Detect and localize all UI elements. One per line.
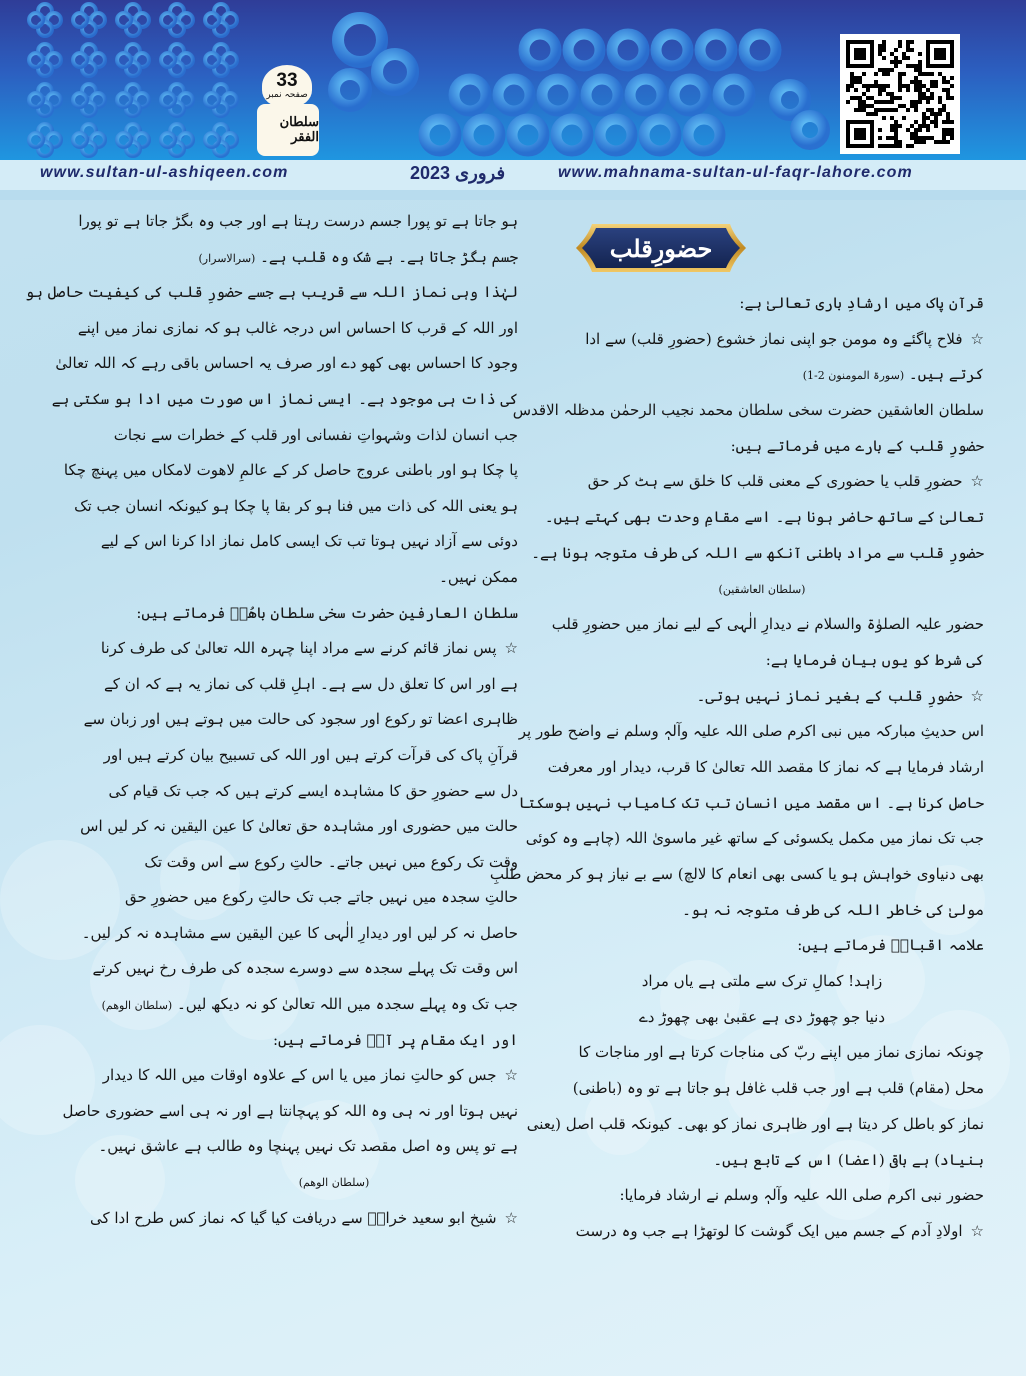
text-line <box>540 1143 984 1179</box>
star-bullet-icon: ☆ <box>970 472 984 491</box>
line-text: حاصل کرنا ہے۔ اس مقصد میں انسان تب تک کامیاب نہیں ہوسکتا <box>518 793 984 812</box>
text-line <box>518 714 984 750</box>
pattern-ring <box>454 79 486 111</box>
text-line <box>540 1214 984 1250</box>
pattern-petal <box>205 93 219 107</box>
line-text: حالت میں حضوری اور مشاہدہ حق تعالیٰ کا عین الیقین نہ کر لیں اس <box>80 817 518 836</box>
text-line <box>540 572 984 608</box>
logo-text: سلطان الفقر <box>279 115 319 145</box>
line-text: دل سے حضورِ حق کا مشاہدہ ایسے کرتے ہیں کہ جب تک قیام کی <box>108 781 518 800</box>
line-text: حضورِ قلب کے بارے میں فرماتے ہیں: <box>730 436 984 455</box>
line-text: جب تک وہ پہلے سجدہ میں اللہ تعالیٰ کو نہ دیکھ لیں۔ <box>176 995 518 1014</box>
text-line <box>124 880 518 916</box>
text-line <box>540 429 984 465</box>
pattern-ring <box>656 34 688 66</box>
text-line <box>55 346 518 382</box>
issue-date: فروری 2023 <box>410 163 506 183</box>
text-line <box>540 1035 984 1071</box>
text-line <box>150 1165 518 1201</box>
text-line <box>78 204 518 240</box>
pattern-ring <box>612 34 644 66</box>
text-line <box>25 275 518 311</box>
pattern-petal <box>73 133 87 147</box>
pattern-swirl <box>338 18 382 62</box>
url-strip-shadow <box>0 190 1026 200</box>
line-text: حضورِ قلب کے بغیر نماز نہیں ہوتی۔ <box>696 686 963 705</box>
line-text: بھی دنیاوی خواہش ہو یا کسی بھی انعام کا لالچ) سے بے نیاز ہو کر محض طلبِ <box>489 865 984 883</box>
pattern-ring <box>644 119 676 151</box>
line-text: اولادِ آدم کے جسم میں ایک گوشت کا لوتھڑا ہے جب وہ درست <box>575 1221 963 1240</box>
line-text: حاصل نہ کر لیں اور دیدارِ الٰہی کا عین الیقین سے مشاہدہ نہ کر لیں۔ <box>81 923 518 942</box>
pattern-swirl <box>334 74 366 106</box>
line-text: ہے تو پس وہ اصل مقصد تک نہیں پہنچا وہ طالب ہے عاشق نہیں۔ <box>98 1137 518 1156</box>
text-line <box>526 1107 984 1143</box>
line-text: ممکن نہیں۔ <box>439 567 518 586</box>
line-text: جب تک نماز میں مکمل یکسوئی کے ساتھ غیر ماسویٰ اللہ (چاہے وہ کوئی <box>525 829 984 848</box>
line-text: کی شرط کو یوں بیان فرمایا ہے: <box>765 650 984 669</box>
text-line <box>525 821 984 857</box>
text-line <box>144 845 518 881</box>
text-line <box>81 916 518 952</box>
line-text: محل (مقام) قلب ہے اور جب قلب غافل ہو جاتا ہے تو وہ (باطنی) <box>572 1079 984 1098</box>
text-line <box>540 964 984 1000</box>
text-line <box>98 1129 518 1165</box>
citation-reference: (سورۃ المومنون 2-1) <box>802 369 905 383</box>
text-line <box>104 667 518 703</box>
pattern-ring <box>600 119 632 151</box>
website-link-sultan-ul-ashiqeen[interactable]: www.sultan-ul-ashiqeen.com <box>40 164 289 181</box>
line-text: ہو یعنی اللہ کی ذات میں فنا ہو کر بقا پا چکا ہو کیونکہ انسان جب تک <box>74 496 518 515</box>
article-title: حضورِقلب <box>609 233 713 263</box>
line-text: ارشاد فرمایا ہے کہ نماز کا مقصد اللہ تعالیٰ کا قرب، دیدار اور معرفت <box>547 757 984 776</box>
line-text: پا چکا ہو اور باطنی عروج حاصل کر کے عالمِ لاھوت لامکاں میں پہنچ چکا <box>63 461 518 480</box>
pattern-petal <box>205 133 219 147</box>
pattern-petal <box>161 133 175 147</box>
line-text: حضور علیہ الصلوٰۃ والسلام نے دیدارِ الٰہی کے لیے نماز میں حضورِ قلب <box>551 615 984 634</box>
pattern-petal <box>161 53 175 67</box>
text-line <box>101 987 518 1023</box>
line-text: قرآن پاک میں ارشادِ باری تعالیٰ ہے: <box>739 294 984 312</box>
line-text: قرآنِ پاک کی قرآت کرتے ہیں اور اللہ کی تسبیح بیان کرتے ہیں اور <box>103 745 518 764</box>
text-line <box>540 464 984 500</box>
pattern-swirl <box>377 54 413 90</box>
text-line <box>540 322 984 358</box>
pattern-petal <box>161 13 175 27</box>
line-text: کرتے ہیں۔ <box>908 365 984 384</box>
line-text: حالتِ سجدہ میں نہیں جاتے جب تک حالتِ رکوع میں حضورِ حق <box>124 888 518 907</box>
text-line <box>540 1000 984 1036</box>
pattern-ring <box>512 119 544 151</box>
star-bullet-icon: ☆ <box>504 639 518 658</box>
line-text: پس نماز قائم کرنے سے مراد اپنا چہرہ اللہ تعالیٰ کی طرف کرنا <box>100 639 497 658</box>
line-text: ہو جاتا ہے تو پورا جسم درست رہتا ہے اور جب وہ بگڑ جاتا ہے تو پورا <box>78 212 518 230</box>
text-line <box>51 382 518 418</box>
line-text: اور ایک مقام پر آپؒ فرماتے ہیں: <box>272 1030 518 1049</box>
text-line <box>102 1058 518 1094</box>
pattern-ring <box>630 79 662 111</box>
pattern-ring <box>424 119 456 151</box>
article-title-cartouche <box>574 222 748 274</box>
pattern-petal <box>73 13 87 27</box>
pattern-petal <box>117 13 131 27</box>
pattern-ring <box>700 34 732 66</box>
pattern-ring <box>498 79 530 111</box>
text-line <box>540 893 984 929</box>
line-text: حضورِ قلب سے مراد باطنی آنکھ سے اللہ کی طرف متوجہ ہونا ہے۔ <box>531 543 984 562</box>
line-text: ہے اور اس کا تعلق دل سے ہے۔ اہلِ قلب کی نماز یہ ہے کہ ان کے <box>104 674 518 693</box>
pattern-ring <box>468 119 500 151</box>
text-line <box>540 607 984 643</box>
line-text: فلاح پاگئے وہ مومن جو اپنی نماز خشوع (حضورِ قلب) سے ادا <box>585 329 963 348</box>
pattern-petal <box>117 93 131 107</box>
text-line <box>540 643 984 679</box>
text-line <box>136 596 518 632</box>
pattern-ring <box>586 79 618 111</box>
line-text: زاہد! کمالِ ترک سے ملتی ہے یاں مراد <box>641 972 883 991</box>
text-line <box>540 928 984 964</box>
line-text: حضورِ قلب یا حضوری کے معنی قلب کا خلق سے ہٹ کر حق <box>587 472 963 491</box>
citation-reference: (سرالاسرار) <box>198 251 256 265</box>
line-text: (سلطان الوھم) <box>298 1176 370 1190</box>
text-line <box>531 536 984 572</box>
line-text: ظاہری اعضا تو رکوع اور سجود کی حالت میں ہوتے ہیں اور زبان سے <box>83 710 518 729</box>
pattern-petal <box>29 93 43 107</box>
line-text: کی ذات ہی موجود ہے۔ ایسی نماز اس صورت میں ادا ہو سکتی ہے <box>51 389 518 408</box>
right-text-column <box>489 286 984 1250</box>
text-line <box>77 311 518 347</box>
qr-code-icon[interactable] <box>840 34 960 154</box>
line-text: مولیٰ کی خاطر اللہ کی طرف متوجہ نہ ہو۔ <box>682 900 984 919</box>
page-number-label: صفحہ نمبر <box>266 90 308 100</box>
pattern-petal <box>205 13 219 27</box>
line-text: جسم بگڑ جاتا ہے۔ بے شک وہ قلب ہے۔ <box>260 247 518 266</box>
pattern-swirl <box>775 85 805 115</box>
text-line <box>103 738 518 774</box>
text-line <box>62 1094 518 1130</box>
line-text: اور اللہ کے قرب کا احساس اس درجہ غالب ہو کہ نمازی نماز میں اپنے <box>77 318 518 337</box>
line-text: بنیاد) ہے باقی (اعضا) اس کے تابع ہیں۔ <box>713 1150 984 1169</box>
pattern-ring <box>744 34 776 66</box>
star-bullet-icon: ☆ <box>970 329 984 348</box>
line-text: نماز کو باطل کر دیتا ہے اور ظاہری نماز کو بھی۔ کیونکہ قلب اصل (یعنی <box>526 1114 984 1133</box>
text-line <box>150 560 518 596</box>
line-text: لہٰذا وہی نماز اللہ سے قریب ہے جسے حضورِ قلب کی کیفیت حاصل ہو <box>25 283 518 302</box>
pattern-ring <box>688 119 720 151</box>
pattern-petal <box>73 53 87 67</box>
page-number-badge <box>262 65 312 107</box>
text-line <box>540 286 984 322</box>
line-text: وقت تک رکوع میں نہیں جاتے۔ حالتِ رکوع سے اس وقت تک <box>144 852 518 871</box>
text-line <box>540 1071 984 1107</box>
line-text: حضور نبی اکرم صلی اللہ علیہ وآلہٖ وسلم نے ارشاد فرمایا: <box>619 1186 984 1205</box>
star-bullet-icon: ☆ <box>504 1066 518 1085</box>
pattern-petal <box>29 53 43 67</box>
line-text: دنیا جو چھوڑ دی ہے عقبیٰ بھی چھوڑ دے <box>638 1007 886 1026</box>
line-text: جب انسان لذات وشہواتِ نفسانی اور قلب کے خطرات سے نجات <box>113 425 518 444</box>
line-text: (سلطان العاشقین) <box>718 582 806 596</box>
star-bullet-icon: ☆ <box>970 686 984 705</box>
citation-reference: (سلطان الوھم) <box>101 999 173 1013</box>
pattern-ring <box>718 79 750 111</box>
line-text: سلطان العارفین حضرت سخی سلطان باھُوؒ فرماتے ہیں: <box>136 603 518 622</box>
star-bullet-icon: ☆ <box>504 1208 518 1227</box>
line-text: اس حدیثِ مبارکہ میں نبی اکرم صلی اللہ علیہ وآلہٖ وسلم نے واضح طور پر <box>518 722 984 741</box>
pattern-petal <box>29 133 43 147</box>
line-text: تعالیٰ کے ساتھ حاضر ہونا ہے۔ اسے مقامِ وحدت بھی کہتے ہیں۔ <box>544 508 984 527</box>
pattern-swirl <box>796 116 824 144</box>
pattern-ring <box>542 79 574 111</box>
line-text: اس وقت تک پہلے سجدہ سے دوسرے سجدہ کی طرف رخ نہیں کرتے <box>92 959 518 978</box>
text-line <box>489 857 984 893</box>
line-text: علامہ اقبالؒ فرماتے ہیں: <box>797 936 984 955</box>
line-text: جس کو حالتِ نماز میں یا اس کے علاوہ اوقات میں اللہ کا دیدار <box>102 1066 497 1085</box>
line-text: سلطان العاشقین حضرت سخی سلطان محمد نجیب الرحمٰن مدظلہ الاقدس <box>512 401 984 420</box>
text-line <box>540 679 984 715</box>
text-line <box>83 702 518 738</box>
pattern-petal <box>117 133 131 147</box>
line-text: وجود کا احساس بھی کھو دے اور صرف یہ احساس باقی رہے کہ اللہ تعالیٰ <box>55 354 518 373</box>
line-text: شیخ ابو سعید خرازؒ سے دریافت کیا گیا کہ نماز کس طرح ادا کی <box>89 1208 497 1227</box>
pattern-petal <box>73 93 87 107</box>
text-line <box>540 750 984 786</box>
text-line <box>80 809 518 845</box>
pattern-ring <box>674 79 706 111</box>
text-line <box>540 357 984 393</box>
pattern-petal <box>117 53 131 67</box>
pattern-ring <box>568 34 600 66</box>
page-number: 33 <box>276 70 298 91</box>
pattern-petal <box>29 13 43 27</box>
page-header <box>0 0 1026 160</box>
text-line <box>89 1201 518 1237</box>
line-text: دوئی سے آزاد نہیں ہوتا تب تک ایسی کامل نماز ادا کرنا اس کے لیے <box>100 532 518 551</box>
line-text: چونکہ نمازی نماز میں اپنے ربّ کی مناجات کرتا ہے اور مناجات کا <box>578 1043 984 1062</box>
text-line <box>92 951 518 987</box>
text-line <box>100 524 518 560</box>
text-line <box>540 500 984 536</box>
magazine-logo <box>257 104 319 156</box>
text-line <box>113 418 518 454</box>
line-text: نہیں ہوتا اور نہ ہی وہ اللہ کو پہچانتا ہے اور نہ ہی اسے حضوری حاصل <box>62 1101 518 1120</box>
text-line <box>100 631 518 667</box>
text-line <box>74 489 518 525</box>
pattern-ring <box>556 119 588 151</box>
text-line <box>63 453 518 489</box>
text-line <box>540 1178 984 1214</box>
star-bullet-icon: ☆ <box>970 1221 984 1240</box>
text-line <box>150 1023 518 1059</box>
left-text-column <box>25 204 518 1236</box>
text-line <box>108 774 518 810</box>
pattern-petal <box>161 93 175 107</box>
text-line <box>518 786 984 822</box>
text-line <box>512 393 984 429</box>
pattern-petal <box>205 53 219 67</box>
pattern-ring <box>524 34 556 66</box>
website-link-mahnama[interactable]: www.mahnama-sultan-ul-faqr-lahore.com <box>558 164 913 181</box>
text-line <box>150 240 518 276</box>
